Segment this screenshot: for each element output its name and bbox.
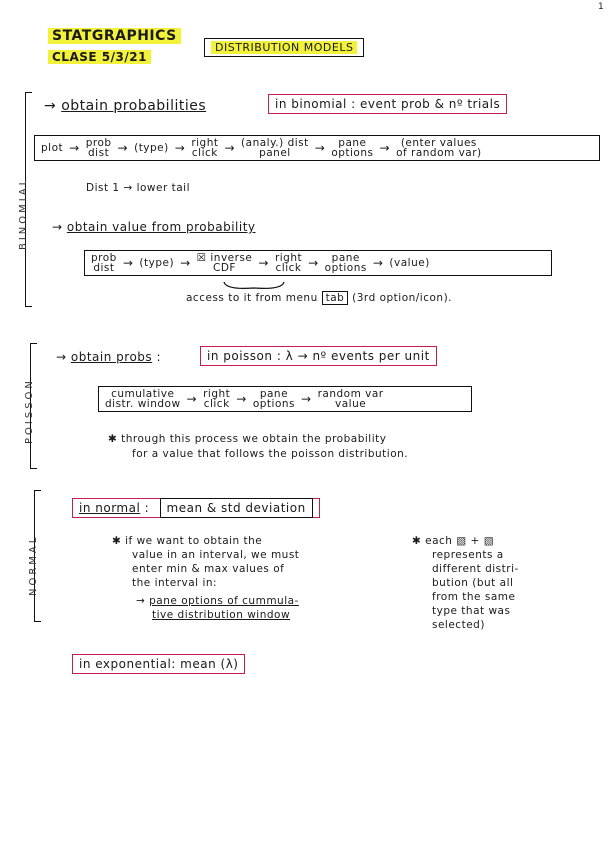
bullet-icon: ✱: [108, 433, 122, 445]
arrow-icon: →: [258, 256, 269, 270]
binomial-note1: in binomial : event prob & nº trials: [268, 94, 507, 114]
flow1-step-2: right click: [191, 137, 219, 159]
flow2-step-1: (type): [139, 257, 175, 269]
binomial-dist-note: Dist 1 → lower tail: [86, 182, 191, 194]
header-title: STATGRAPHICS: [48, 28, 181, 44]
poisson-bullet: ✱ through this process we obtain the probability for a value that follows the poisson distribution.: [108, 433, 409, 460]
arrow-icon: →: [117, 141, 129, 155]
header-date: CLASE 5/3/21: [48, 50, 151, 64]
arrow-icon: →: [236, 392, 247, 406]
arrow-icon: →: [224, 141, 236, 155]
arrow-icon: →: [301, 392, 312, 406]
poisson-flow: [98, 386, 472, 412]
poisson-flow-step-3: random var value: [317, 388, 384, 410]
flow1-step-1: (type): [134, 142, 169, 154]
flow1-step-3: (analy.) dist panel: [241, 137, 309, 159]
arrow-icon: →: [52, 220, 63, 234]
brace-underline: [222, 280, 286, 292]
arrow-icon: →: [174, 141, 186, 155]
arrow-icon: →: [372, 256, 384, 270]
flow1-step-5: (enter values of random var): [396, 137, 482, 159]
normal-bullet2: ✱ each ▧ + ▧ represents a different distri- bution (but all from the same type that was selected): [412, 535, 519, 631]
binomial-side-label: BINOMIAL: [18, 176, 29, 250]
binomial-access-note: access to it from menu tab (3rd option/icon).: [186, 292, 453, 304]
poisson-flow-step-1: right click: [203, 388, 231, 410]
poisson-side-label: POISSON: [24, 378, 35, 444]
arrow-icon: →: [379, 141, 391, 155]
arrow-icon: →: [186, 392, 198, 406]
binomial-heading2: → obtain value from probability: [52, 220, 256, 234]
arrow-icon: →: [56, 350, 67, 364]
poisson-flow-step-2: pane options: [252, 388, 296, 410]
binomial-flow1: [34, 135, 600, 161]
arrow-icon: →: [180, 256, 191, 270]
header-topic: DISTRIBUTION MODELS: [204, 38, 364, 57]
poisson-note: in poisson : λ → nº events per unit: [200, 346, 437, 366]
normal-bullet1: ✱ if we want to obtain the value in an interval, we must enter min & max values of the interval in: → pane options of cummula- tive distribution window: [112, 535, 300, 621]
normal-note: in normal : mean & std deviation: [72, 498, 320, 518]
flow2-step-5: (value): [389, 257, 430, 269]
flow1-step-0: prob dist: [85, 137, 112, 159]
bullet-icon: ✱: [112, 535, 126, 547]
arrow-icon: →: [69, 141, 80, 155]
flow2-step-3: right click: [274, 252, 303, 274]
poisson-flow-step-0: cumulative distr. window: [105, 388, 181, 410]
flow1-step-4: pane options: [331, 137, 374, 159]
poisson-heading: → obtain probs :: [56, 350, 162, 364]
binomial-flow2: [84, 250, 552, 276]
arrow-icon: →: [122, 256, 134, 270]
arrow-icon: →: [314, 141, 326, 155]
binomial-heading1: → obtain probabilities: [44, 98, 207, 114]
tab-box: tab: [322, 291, 349, 305]
flow2-step-2: ☒ inverse CDF: [196, 252, 253, 274]
page-mark: 1: [598, 2, 604, 12]
bullet-icon: ✱: [412, 535, 426, 547]
flow2-step-4: pane options: [324, 252, 367, 274]
normal-side-label: NORMAL: [28, 534, 39, 596]
exponential-note: in exponential: mean (λ): [72, 654, 245, 674]
arrow-icon: →: [44, 98, 57, 114]
arrow-icon: →: [308, 256, 319, 270]
flow2-step-0: prob dist: [91, 252, 117, 274]
arrow-icon: →: [136, 595, 150, 607]
flow1-start: plot: [41, 142, 64, 154]
